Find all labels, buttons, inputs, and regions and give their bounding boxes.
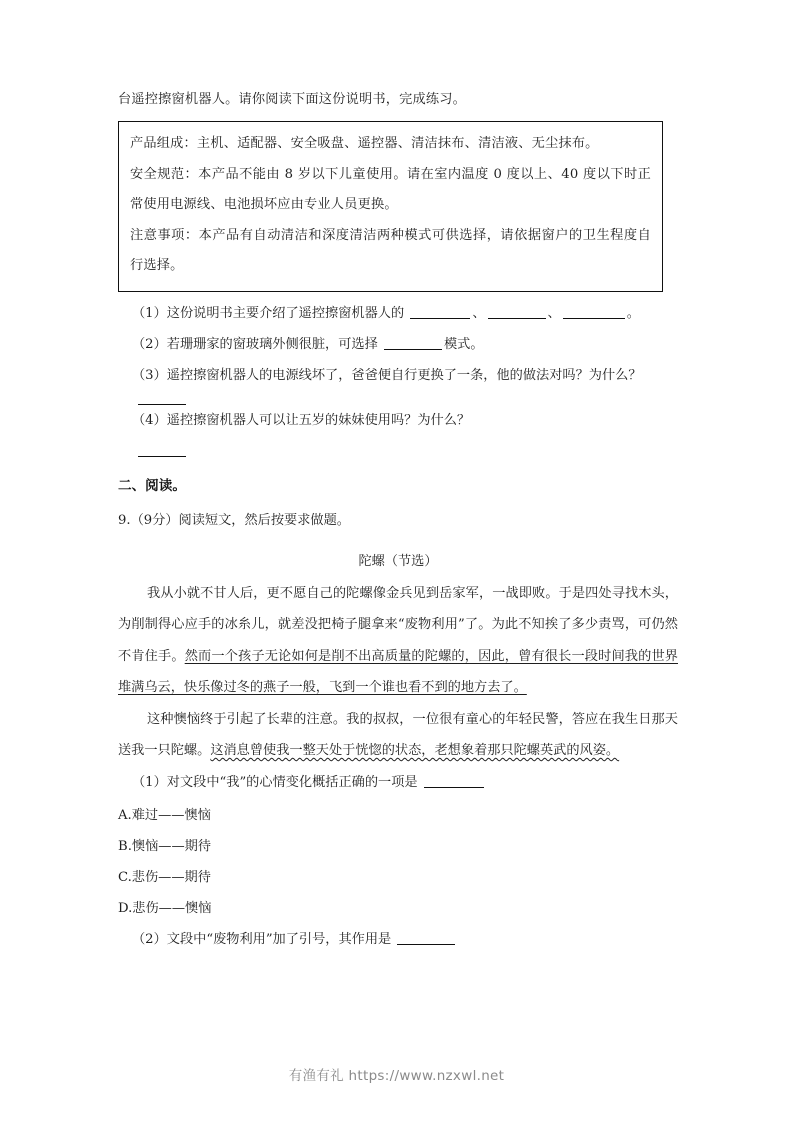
question-1-blank-3[interactable] (563, 305, 625, 319)
question-1-sep-2: 、 (547, 305, 561, 321)
watermark: 有渔有礼 https://www.nzxwl.net (288, 1068, 505, 1084)
passage-question-1-prefix: （1）对文段中“我”的心情变化概括正确的一项是 (132, 774, 418, 790)
question-4: （4）遥控擦窗机器人可以让五岁的妹妹使用吗？为什么？ (132, 412, 471, 428)
passage-paragraph-2 (118, 704, 678, 767)
document-content (118, 84, 678, 955)
question-2-suffix: 模式。 (443, 336, 484, 352)
passage-p1-plain: 我从小就不甘人后，更不愿自己的陀螺像金兵见到岳家军，一战即败。于是四处寻找木头，为削制得心应手的冰糸儿，就差没把椅子腿拿来“废物利用”了。为此不知挨了多少责骂，可仍然不肯住手。 (118, 585, 678, 664)
question-4-answer-rule[interactable] (138, 456, 186, 457)
passage-p2-plain: 这种懊恼终于引起了长辈的注意。我的叔叔，一位很有童心的年轻民警，答应在我生日那天送我一只陀螺。 (118, 711, 678, 758)
choice-b[interactable]: B.懊恼——期待 (118, 838, 212, 854)
spec-line-product-composition: 产品组成：主机、适配器、安全吸盘、遥控器、清洁抹布、清洁液、无尘抹布。 (130, 136, 599, 151)
question-2-blank-1[interactable] (384, 336, 442, 350)
section-heading-reading: 二、阅读。 (118, 477, 186, 494)
intro-line: 台遥控擦窗机器人。请你阅读下面这份说明书，完成练习。 (118, 92, 467, 107)
passage-title: 陀螺（节选） (358, 553, 438, 569)
question-1-blank-1[interactable] (410, 305, 470, 319)
choice-a[interactable]: A.难过——懊恼 (118, 807, 211, 823)
passage-p2-wavy-underlined: 这消息曾使我一整天处于恍惚的状态，老想象着那只陀螺英武的风姿。 (210, 743, 620, 758)
spec-line-safety-standard: 安全规范：本产品不能由 8 岁以下儿童使用。请在室内温度 0 度以上、40 度以下时正常使用电源线、电池损坏应由专业人员更换。 (130, 166, 651, 212)
question-1-sep-1: 、 (472, 305, 486, 321)
question-1-suffix: 。 (626, 305, 640, 321)
spec-line-notices: 注意事项：本产品有自动清洁和深度清洁两种模式可供选择，请依据窗户的卫生程度自行选择。 (130, 227, 651, 273)
passage-p1-underlined: 然而一个孩子无论如何是削不出高质量的陀螺的，因此，曾有很长一段时间我的世界堆满乌云，快乐像过冬的燕子一般，飞到一个谁也看不到的地方去了。 (118, 648, 678, 695)
specification-box (118, 121, 663, 292)
passage-question-1-blank[interactable] (424, 774, 484, 788)
question-1-blank-2[interactable] (488, 305, 546, 319)
passage-question-1 (118, 767, 678, 798)
question-2 (118, 329, 678, 360)
passage-question-2-prefix: （2）文段中“废物利用”加了引号，其作用是 (132, 931, 392, 947)
question-2-prefix: （2）若珊珊家的窗玻璃外侧很脏，可选择 (132, 336, 378, 352)
passage-question-2 (118, 924, 678, 955)
passage-question-1-choices (118, 800, 678, 924)
question-1-prefix: （1）这份说明书主要介绍了遥控擦窗机器人的 (132, 305, 405, 321)
question-9-label: 9.（9分）阅读短文，然后按要求做题。 (118, 512, 350, 528)
passage-question-2-blank[interactable] (397, 931, 455, 945)
choice-d[interactable]: D.悲伤——懊恼 (118, 900, 212, 916)
questions-part-1 (118, 298, 678, 457)
passage-paragraph-1 (118, 578, 678, 704)
question-3: （3）遥控擦窗机器人的电源线坏了，爸爸便自行更换了一条，他的做法对吗？为什么？ (132, 367, 642, 383)
choice-c[interactable]: C.悲伤——期待 (118, 869, 211, 885)
question-1 (118, 298, 678, 329)
